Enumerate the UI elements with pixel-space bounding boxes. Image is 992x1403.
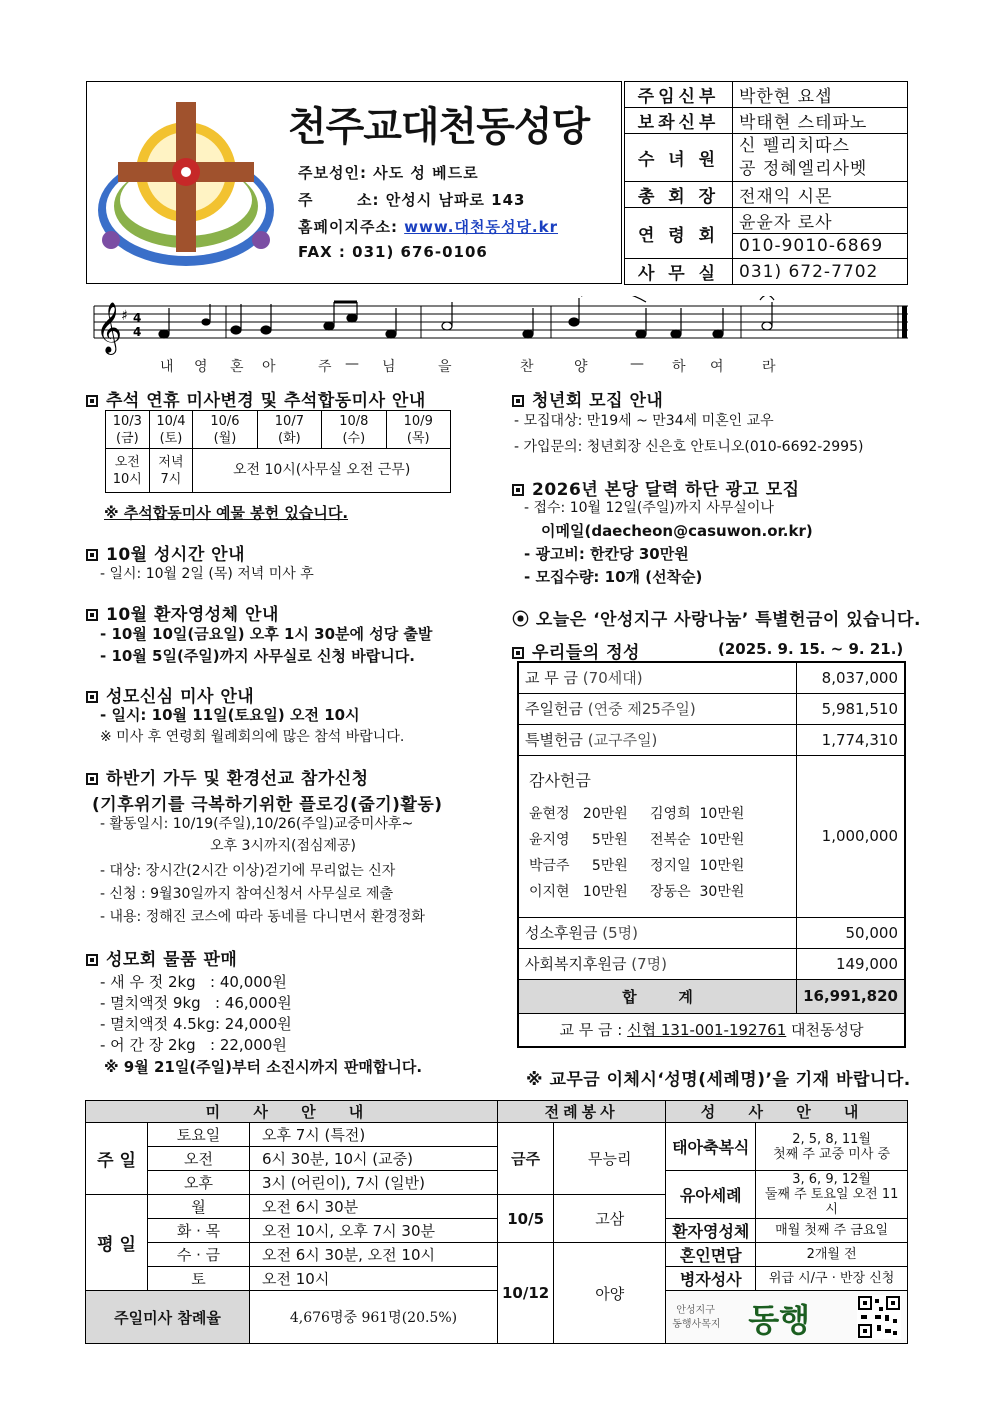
lyric-syllable: 주: [318, 359, 332, 375]
square-bullet-icon: [86, 691, 98, 703]
chuseok-date: 10/7 (화): [257, 411, 321, 449]
thanks-title: 감사헌금: [529, 770, 591, 790]
lyric-syllable: 하: [672, 359, 686, 375]
service-group: 고삼: [554, 1195, 666, 1243]
staff-name: 신 펠리치따스: [733, 134, 908, 158]
square-bullet-icon: [512, 484, 524, 496]
church-address: 주 소: 안성시 남파로 143: [298, 191, 526, 209]
banner-logo-text: 동행: [748, 1301, 811, 1339]
square-bullet-icon: [86, 549, 98, 561]
thanks-donor-line: 윤지영 5만원 전복순 10만원: [529, 831, 745, 848]
chuseok-date: 10/6 (월): [193, 411, 257, 449]
square-bullet-icon: [86, 773, 98, 785]
music-staff: [86, 296, 908, 376]
patron-saint: 주보성인: 사도 성 베드로: [298, 164, 479, 182]
plogging-line: - 신청 : 9월30일까지 참여신청서 사무실로 제출: [100, 886, 394, 902]
staff-name: 박태현 스테파노: [733, 108, 908, 134]
church-logo: [96, 90, 276, 275]
sick-communion-line: - 10월 10일(금요일) 오후 1시 30분에 성당 출발: [100, 625, 433, 643]
account-info: 교 무 금 : 신협 131-001-192761 대천동성당: [518, 1013, 905, 1047]
sacrament-info: 2개월 전: [756, 1243, 908, 1267]
mass-time: 3시 (어린이), 7시 (일반): [250, 1171, 498, 1195]
mass-time: 오전 6시 30분, 오전 10시: [250, 1243, 498, 1267]
sacrament-name: 병자성사: [666, 1267, 756, 1291]
lyric-syllable: 아: [262, 359, 276, 375]
lyric-syllable: 양: [574, 359, 588, 375]
sacrament-info: 위급 시/구 · 반장 신청: [756, 1267, 908, 1291]
plogging-line: - 대상: 장시간(2시간 이상)걷기에 무리없는 신자: [100, 863, 396, 879]
offering-label: 사회복지후원금 (7명): [518, 948, 797, 979]
mass-time: 오전 6시 30분: [250, 1195, 498, 1219]
sacrament-name: 유아세례: [666, 1171, 756, 1219]
mass-day: 화 · 목: [148, 1219, 250, 1243]
qr-code-icon[interactable]: [857, 1295, 901, 1339]
chuseok-title: 추석 연휴 미사변경 및 추석합동미사 안내: [86, 386, 426, 411]
plogging-line: - 활동일시: 10/19(주일),10/26(주일)교중미사후~: [100, 816, 414, 832]
staff-phone: 010-9010-6869: [733, 234, 908, 259]
lyric-syllable: 찬: [520, 359, 534, 375]
offering-label: 주일헌금 (연중 제25주일): [518, 693, 797, 724]
square-bullet-icon: [86, 954, 98, 966]
mass-time: 6시 30분, 10시 (교중): [250, 1147, 498, 1171]
banner-small-text: 안성지구: [676, 1305, 715, 1316]
office-phone: 031) 672-7702: [733, 259, 908, 285]
goods-item: - 어 간 장 2kg : 22,000원: [100, 1036, 287, 1054]
mass-day: 수 · 금: [148, 1243, 250, 1267]
square-bullet-icon: [512, 395, 524, 407]
homepage-label: 홈페이지주소:: [298, 218, 405, 236]
thanks-donor-line: 이지현 10만원 장동은 30만원: [529, 883, 745, 900]
service-group: 무능리: [554, 1123, 666, 1195]
staff-role: 수 녀 원: [625, 134, 733, 182]
sick-communion-title: 10월 환자영성체 안내: [86, 600, 279, 625]
homepage-link[interactable]: www.대천동성당.kr: [404, 218, 559, 236]
lyric-syllable: 을: [438, 359, 452, 375]
offering-amount: 50,000: [797, 917, 905, 948]
offering-amount: 5,981,510: [797, 693, 905, 724]
attendance-rate: 4,676명중 961명(20.5%): [250, 1291, 498, 1344]
lyric-syllable: 내: [160, 359, 174, 375]
youth-line: - 가입문의: 청년회장 신은호 안토니오(010-6692-2995): [514, 439, 864, 455]
offering-amount: 8,037,000: [797, 662, 905, 693]
goods-item: - 멸치액젓 9kg : 46,000원: [100, 994, 292, 1012]
church-name: 천주교대천동성당: [288, 103, 590, 150]
mary-mass-title: 성모신심 미사 안내: [86, 682, 254, 707]
lyric-syllable: 님: [382, 359, 396, 375]
sick-communion-line: - 10월 5일(주일)까지 사무실로 신청 바랍니다.: [100, 647, 415, 665]
staff-name: 박한현 요셉: [733, 82, 908, 108]
plogging-line: 오후 3시까지(점심제공): [210, 838, 356, 854]
thanks-donor-line: 윤현정 20만원 김영희 10만원: [529, 805, 745, 822]
total-amount: 16,991,820: [797, 979, 905, 1013]
chuseok-date: 10/4 (토): [149, 411, 193, 449]
offering-amount: 149,000: [797, 948, 905, 979]
chuseok-date: 10/9 (목): [386, 411, 451, 449]
square-bullet-icon: [86, 609, 98, 621]
youth-line: - 모집대상: 만19세 ~ 만34세 미혼인 교우: [514, 413, 774, 429]
thanks-donor-line: 박금주 5만원 정지일 10만원: [529, 857, 745, 874]
calendar-ad-line: - 광고비: 한칸당 30만원: [524, 545, 689, 563]
offering-title: 우리들의 정성: [512, 638, 640, 663]
mass-day: 토요일: [148, 1123, 250, 1147]
mary-mass-note: ※ 미사 후 연령회 월례회의에 많은 참석 바랍니다.: [100, 729, 405, 745]
lyric-syllable: —: [345, 356, 359, 372]
lyric-syllable: 영: [194, 359, 208, 375]
account-number: 신협 131-001-192761: [627, 1021, 787, 1040]
chuseok-time: 저녁 7시: [149, 449, 193, 493]
chuseok-time: 오전 10시: [106, 449, 150, 493]
fax-number: FAX : 031) 676-0106: [298, 243, 488, 261]
holy-hour-line: - 일시: 10월 2일 (목) 저녁 미사 후: [100, 566, 314, 582]
svg-text:♯: ♯: [121, 308, 128, 324]
offering-label: 특별헌금 (교구주일): [518, 724, 797, 755]
sacrament-info: 2, 5, 8, 11월 첫째 주 교중 미사 중: [756, 1123, 908, 1171]
staff-role: 주임신부: [625, 82, 733, 108]
staff-role: 연 령 회: [625, 208, 733, 259]
sacrament-info: 매월 첫째 주 금요일: [756, 1219, 908, 1243]
sacrament-name: 혼인면담: [666, 1243, 756, 1267]
mass-time: 오전 10시, 오후 7시 30분: [250, 1219, 498, 1243]
offering-table: [517, 661, 906, 1048]
special-offering-notice: ⦿ 오늘은 ‘안성지구 사랑나눔’ 특별헌금이 있습니다.: [512, 610, 921, 630]
dongheng-banner: [666, 1291, 907, 1343]
offering-label: 성소후원금 (5명): [518, 917, 797, 948]
lyric-syllable: 라: [762, 359, 776, 375]
mass-info-header: 미 사 안 내: [86, 1101, 498, 1123]
mass-time: 오후 7시 (특전): [250, 1123, 498, 1147]
service-week: 10/5: [498, 1195, 554, 1243]
lyric-syllable: —: [630, 356, 644, 372]
sacrament-info: 3, 6, 9, 12월 둘째 주 토요일 오전 11시: [756, 1171, 908, 1219]
calendar-ad-title: 2026년 본당 달력 하단 광고 모집: [512, 475, 800, 500]
lyric-syllable: 여: [710, 359, 724, 375]
mass-time: 오전 10시: [250, 1267, 498, 1291]
total-label: 합 계: [518, 979, 797, 1013]
staff-role: 사 무 실: [625, 259, 733, 285]
staff-role: 총 회 장: [625, 182, 733, 208]
square-bullet-icon: [512, 647, 524, 659]
staff-name: 윤윤자 로사: [733, 208, 908, 234]
homepage: [298, 216, 558, 237]
goods-title: 성모회 물품 판매: [86, 945, 237, 970]
service-week: 10/12: [498, 1243, 554, 1344]
sunday-label: 주 일: [86, 1123, 148, 1195]
thanks-amount: 1,000,000: [797, 755, 905, 917]
offering-period: (2025. 9. 15. ~ 9. 21.): [718, 640, 904, 658]
chuseok-time-rest: 오전 10시(사무실 오전 근무): [193, 449, 451, 493]
chuseok-table: [105, 410, 451, 493]
service-group: 아양: [554, 1243, 666, 1344]
plogging-subtitle: (기후위기를 극복하기위한 플로깅(줍기)활동): [92, 795, 443, 815]
staff-table: [624, 81, 908, 285]
youth-title: 청년회 모집 안내: [512, 386, 663, 411]
weekday-label: 평 일: [86, 1195, 148, 1291]
attendance-label: 주일미사 참례율: [86, 1291, 250, 1344]
service-week: 금주: [498, 1123, 554, 1195]
goods-item: - 멸치액젓 4.5kg: 24,000원: [100, 1015, 292, 1033]
offering-label: 교 무 금 (70세대): [518, 662, 797, 693]
mass-day: 오전: [148, 1147, 250, 1171]
mass-day: 월: [148, 1195, 250, 1219]
lyric-syllable: 혼: [230, 359, 244, 375]
goods-item: - 새 우 젓 2kg : 40,000원: [100, 973, 287, 991]
calendar-ad-line: - 모집수량: 10개 (선착순): [524, 568, 703, 586]
mass-day: 오후: [148, 1171, 250, 1195]
transfer-note: ※ 교무금 이체시‘성명(세례명)’을 기재 바랍니다.: [526, 1070, 911, 1090]
thanks-offering: [518, 755, 797, 917]
service-header: 전례봉사: [498, 1101, 666, 1123]
sacrament-header: 성 사 안 내: [666, 1101, 908, 1123]
mary-mass-line: - 일시: 10월 11일(토요일) 오전 10시: [100, 706, 360, 724]
chuseok-date: 10/3 (금): [106, 411, 150, 449]
sacrament-name: 태아축복식: [666, 1123, 756, 1171]
calendar-ad-line: - 접수: 10월 12일(주일)까지 사무실이나: [524, 500, 774, 516]
banner-cell: [666, 1291, 908, 1344]
calendar-ad-email: 이메일(daecheon@casuwon.or.kr): [541, 522, 813, 540]
schedule-table: [85, 1100, 908, 1344]
staff-name: 전재익 시몬: [733, 182, 908, 208]
sacrament-name: 환자영성체: [666, 1219, 756, 1243]
staff-role: 보좌신부: [625, 108, 733, 134]
chuseok-note: ※ 추석합동미사 예물 봉헌 있습니다.: [104, 504, 349, 522]
goods-note: ※ 9월 21일(주일)부터 소진시까지 판매합니다.: [104, 1058, 423, 1076]
svg-text:𝄞: 𝄞: [96, 302, 123, 353]
chuseok-date: 10/8 (수): [322, 411, 386, 449]
banner-small-text: 동행사목지: [672, 1319, 721, 1330]
holy-hour-title: 10월 성시간 안내: [86, 540, 245, 565]
plogging-line: - 내용: 정해진 코스에 따라 동네를 다니면서 환경정화: [100, 909, 425, 925]
svg-text:4: 4: [133, 325, 142, 339]
offering-amount: 1,774,310: [797, 724, 905, 755]
square-bullet-icon: [86, 395, 98, 407]
plogging-title: 하반기 가두 및 환경선교 참가신청: [86, 764, 369, 789]
staff-name-2: 공 정혜엘리사벳: [733, 158, 908, 182]
svg-text:4: 4: [133, 311, 142, 325]
mass-day: 토: [148, 1267, 250, 1291]
